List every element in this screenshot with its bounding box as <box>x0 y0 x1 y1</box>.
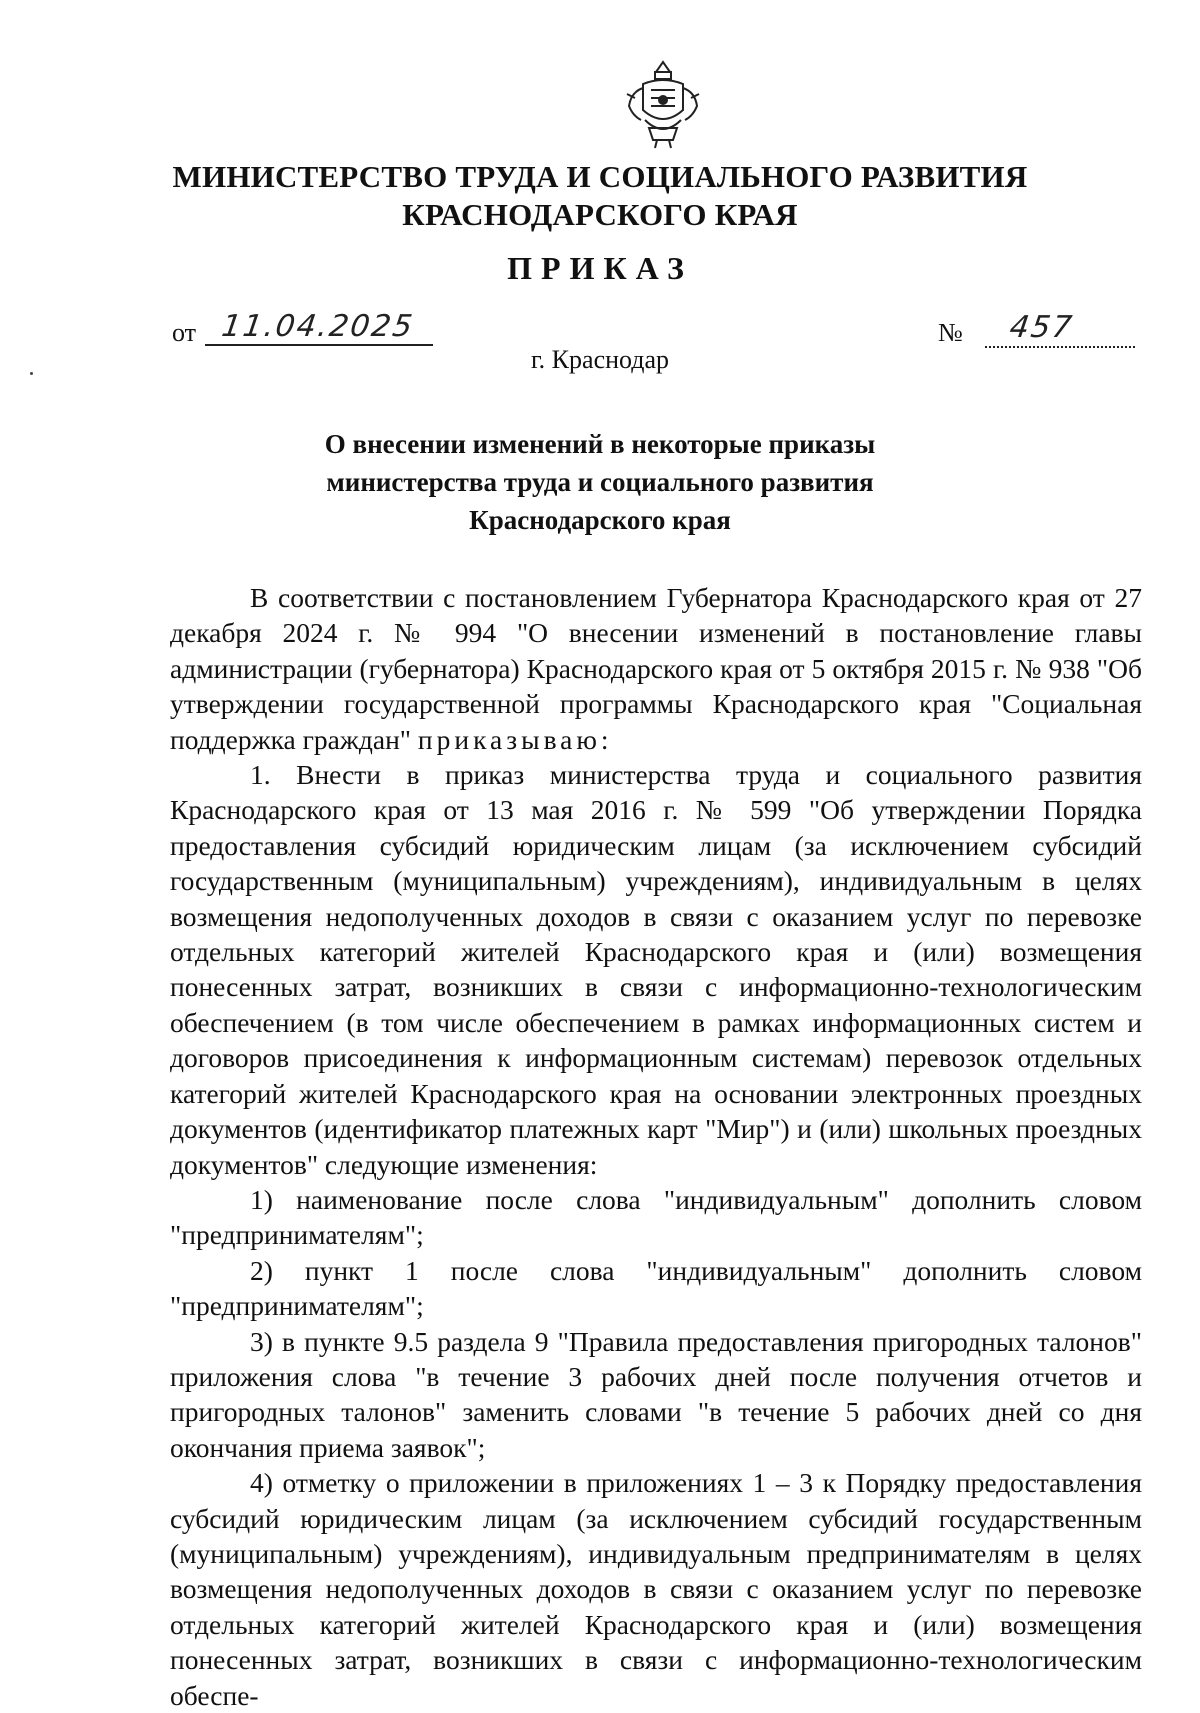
paragraph-preamble <box>170 580 1142 757</box>
ministry-line-1: МИНИСТЕРСТВО ТРУДА И СОЦИАЛЬНОГО РАЗВИТИЯ <box>172 159 1028 194</box>
number-label: № <box>938 318 963 347</box>
ministry-line-2: КРАСНОДАРСКОГО КРАЯ <box>402 197 798 232</box>
paragraph-item-1: 1. Внести в приказ министерства труда и социального развития Краснодарского края от 13 мая 2016 г. № 599 "Об утверждении Порядка предоставления субсидий юридическим лицам (за исключением субсидий государственным (муниципальным) учреждениям), индивидуальным в целях возмещения недополученных доходов в связи с оказанием услуг по перевозке отдельных категорий жителей Краснодарского края и (или) возмещения понесенных затрат, возникших в связи с информационно-технологическим обеспечением (в том числе обеспечением в рамках информационных систем и договоров присоединения к информационным системам) перевозок отдельных категорий жителей Краснодарского края на основании электронных проездных документов (идентификатор платежных карт "Мир") и (или) школьных проездных документов" следующие изменения: <box>170 759 1142 1180</box>
preamble-text: В соответствии с постановлением Губернатора Краснодарского края от 27 декабря 2024 г. № 994 "О внесении изменений в постановление главы администрации (губернатора) Краснодарского края от 5 октября 2015 г. № 938 "Об утверждении государственной программы Краснодарского края "Социальная поддержка граждан" <box>170 582 1142 755</box>
date-value: 11.04.2025 <box>219 309 417 344</box>
subject-line-2: министерства труда и социального развития <box>326 467 874 497</box>
order-word: приказываю: <box>417 723 613 755</box>
city: г. Краснодар <box>530 345 670 374</box>
paragraph-subitem-3: 3) в пункте 9.5 раздела 9 "Правила предоставления пригородных талонов" приложения слова "в течение 3 рабочих дней после получения отчетов и пригородных талонов" заменить словами "в течение 5 рабочих дней со дня окончания приема заявок"; <box>170 1325 1142 1463</box>
document-body <box>170 580 1142 1713</box>
number-value: 457 <box>1007 310 1076 345</box>
subject-heading <box>0 425 1200 539</box>
date-label: от <box>172 318 197 347</box>
document-type: ПРИКАЗ <box>507 250 693 286</box>
coat-of-arms-icon <box>625 58 701 150</box>
paragraph-subitem-1: 1) наименование после слова "индивидуальным" дополнить словом "предпринимателям"; <box>170 1183 1142 1251</box>
subject-line-3: Краснодарского края <box>469 505 731 535</box>
paragraph-subitem-2: 2) пункт 1 после слова "индивидуальным" дополнить словом "предпринимателям"; <box>170 1254 1142 1322</box>
ministry-name <box>0 158 1200 234</box>
subject-line-1: О внесении изменений в некоторые приказы <box>324 429 876 459</box>
paragraph-subitem-4: 4) отметку о приложении в приложениях 1 – 3 к Порядку предоставления субсидий юридическим лицам (за исключением субсидий государственным (муниципальным) учреждениям), индивидуальным предпринимателям в целях возмещения недополученных доходов в связи с оказанием услуг по перевозке отдельных категорий жителей Краснодарского края и (или) возмещения понесенных затрат, возникших в связи с информационно-технологическим обеспе- <box>170 1467 1142 1711</box>
